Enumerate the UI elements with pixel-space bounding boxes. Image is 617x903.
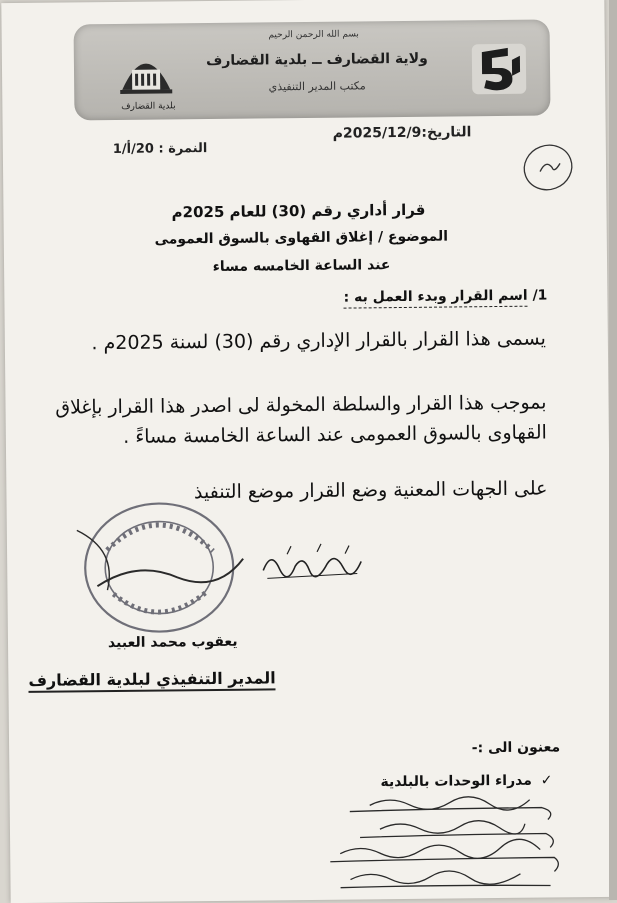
org-line: ولاية القضارف ــ بلدية القضارف: [205, 50, 428, 70]
document-number: النمرة : 20/أ/1: [112, 141, 208, 158]
paragraph-naming: يسمى هذا القرار بالقرار الإداري رقم (30) لسنة 2025م .: [91, 327, 546, 355]
municipality-building-logo-icon: [114, 43, 179, 108]
signatory-name: يعقوب محمد العبيد: [107, 633, 238, 652]
section-1-heading: [344, 287, 548, 305]
document-date: التاريخ:2025/12/9م: [332, 124, 472, 142]
left-logo-caption: بلدية القضارف: [121, 101, 176, 112]
signatory-role: المدير التنفيذي لبلدية القضارف: [28, 668, 275, 693]
decision-subject-time: عند الساعة الخامسه مساء: [212, 257, 391, 275]
paragraph-authority: بموجب هذا القرار والسلطة المخولة لى اصدر هذا القرار بإغلاق القهاوى بالسوق العمومى عند الساعة الخامسة مساءً .: [55, 391, 547, 448]
check-mark-icon: ✓: [540, 772, 553, 789]
paragraph-execution: على الجهات المعنية وضع القرار موضع التنفيذ: [193, 477, 548, 504]
letterhead: [74, 19, 551, 120]
section-1-number: 1/: [532, 287, 548, 304]
handwritten-circle-mark-icon: [518, 137, 579, 198]
document-page: [1, 0, 613, 903]
scan-edge: [609, 0, 617, 900]
office-line: مكتب المدير التنفيذي: [268, 79, 366, 94]
recipients-label: معنون الى :-: [471, 739, 561, 757]
decision-title: قرار أداري رقم (30) للعام 2025م: [171, 200, 426, 222]
recipient-item: [380, 772, 552, 790]
recipient-first: مدراء الوحدات بالبلدية: [380, 772, 532, 791]
section-1-title: اسم القرار وبدء العمل به :: [344, 288, 528, 309]
bismillah-text: بسم الله الرحمن الرحيم: [268, 29, 359, 41]
handwritten-signature-icon: [257, 539, 368, 594]
official-stamp-icon: [66, 489, 246, 641]
handwritten-recipient-list-icon: [310, 789, 566, 897]
state-emblem-logo-icon: [468, 38, 531, 101]
decision-subject: الموضوع / إغلاق القهاوى بالسوق العمومى: [154, 228, 449, 248]
